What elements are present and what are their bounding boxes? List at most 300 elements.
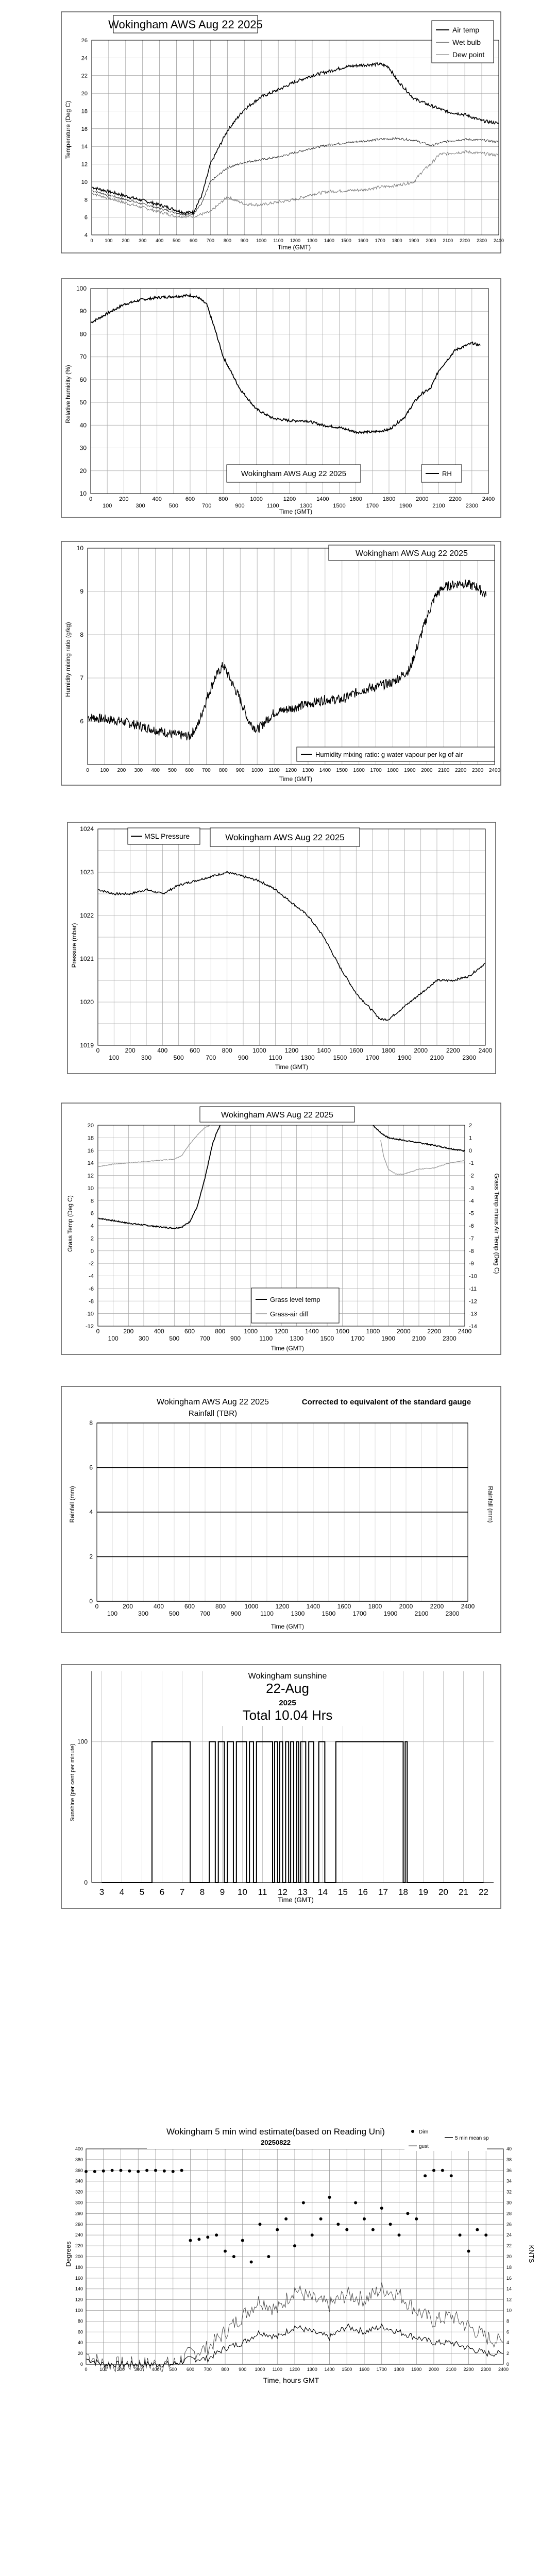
y-tick-label: 12 bbox=[87, 1173, 94, 1179]
x-tick-label: 1200 bbox=[285, 768, 297, 773]
x-tick-label: 2000 bbox=[414, 1047, 428, 1054]
direction-point bbox=[84, 2170, 88, 2173]
x-tick-label: 900 bbox=[238, 1054, 249, 1061]
direction-point bbox=[406, 2212, 409, 2215]
x-tick-label: 1300 bbox=[291, 1610, 305, 1617]
direction-point bbox=[241, 2239, 244, 2242]
x-tick-label: 7 bbox=[179, 1887, 185, 1897]
x-tick-label: 19 bbox=[418, 1887, 428, 1897]
y2-tick-label: -6 bbox=[469, 1223, 474, 1229]
chart-subtitle: 20250822 bbox=[261, 2139, 291, 2146]
x-tick-label: 22 bbox=[479, 1887, 488, 1897]
direction-point bbox=[224, 2250, 227, 2253]
x-tick-label: 0 bbox=[96, 1047, 100, 1054]
x-tick-label: 1600 bbox=[349, 496, 362, 502]
y-tick-label: 100 bbox=[77, 1738, 88, 1745]
y-tick-label: 60 bbox=[77, 2329, 83, 2335]
x-tick-label: 700 bbox=[202, 768, 211, 773]
y2-tick-label: 18 bbox=[506, 2264, 512, 2270]
y2-tick-label: 28 bbox=[506, 2211, 512, 2216]
wind-plot-area bbox=[75, 2146, 512, 2372]
x-tick-label: 1600 bbox=[353, 768, 365, 773]
x-tick-label: 600 bbox=[185, 496, 195, 502]
y-tick-label: 8 bbox=[84, 197, 88, 204]
y-tick-label: 320 bbox=[75, 2189, 83, 2195]
x-tick-label: 1600 bbox=[335, 1328, 350, 1335]
series-mixing-ratio bbox=[88, 580, 486, 740]
x-axis-label: Time (GMT) bbox=[275, 1063, 309, 1071]
x-tick-label: 600 bbox=[184, 1603, 195, 1610]
y-tick-label: 50 bbox=[79, 399, 87, 406]
x-tick-label: 200 bbox=[122, 1603, 133, 1610]
x-tick-label: 1900 bbox=[399, 503, 412, 509]
y-tick-label: 22 bbox=[81, 73, 88, 79]
y-tick-label: 20 bbox=[87, 1123, 94, 1129]
direction-point bbox=[163, 2170, 166, 2173]
x-tick-label: 1000 bbox=[251, 768, 263, 773]
x-tick-label: 5 bbox=[139, 1887, 145, 1897]
chart-title: Wokingham AWS Aug 22 2025 bbox=[241, 469, 347, 478]
x-tick-label: 0 bbox=[86, 768, 89, 773]
x-tick-label: 2100 bbox=[443, 238, 453, 243]
y-tick-label: 16 bbox=[87, 1147, 94, 1154]
x-tick-label: 2200 bbox=[427, 1328, 442, 1335]
x-tick-label: 1200 bbox=[274, 1328, 289, 1335]
x-tick-label: 700 bbox=[199, 1610, 211, 1617]
x-tick-label: 1800 bbox=[392, 238, 402, 243]
direction-point bbox=[302, 2201, 305, 2205]
x-tick-label: 2200 bbox=[455, 768, 467, 773]
x-tick-label: 1700 bbox=[365, 1054, 380, 1061]
y-tick-label: 1021 bbox=[80, 955, 94, 962]
x-tick-label: 1000 bbox=[255, 2367, 265, 2372]
x-tick-label: 1000 bbox=[256, 238, 267, 243]
x-tick-label: 300 bbox=[139, 238, 147, 243]
x-tick-label: 600 bbox=[189, 238, 198, 243]
y2-tick-label: 10 bbox=[506, 2308, 512, 2313]
y2-tick-label: 0 bbox=[469, 1147, 472, 1154]
direction-point bbox=[450, 2174, 453, 2177]
x-tick-label: 1300 bbox=[299, 503, 313, 509]
x-tick-label: 400 bbox=[152, 496, 162, 502]
direction-point bbox=[284, 2217, 288, 2221]
x-tick-label: 0 bbox=[95, 1603, 99, 1610]
x-tick-label: 0 bbox=[84, 2367, 88, 2372]
y-tick-label: 6 bbox=[80, 718, 83, 725]
direction-point bbox=[145, 2169, 148, 2172]
y-tick-label: 10 bbox=[76, 545, 83, 552]
y-tick-label: -10 bbox=[86, 1311, 94, 1317]
x-tick-label: 2000 bbox=[396, 1328, 411, 1335]
x-tick-label: 400 bbox=[154, 1328, 164, 1335]
x-tick-label: 1200 bbox=[284, 1047, 299, 1054]
x-tick-label: 500 bbox=[173, 1054, 184, 1061]
x-tick-label: 2100 bbox=[438, 768, 450, 773]
y-tick-label: 8 bbox=[89, 1419, 93, 1427]
direction-point bbox=[102, 2170, 105, 2173]
direction-point bbox=[180, 2169, 183, 2172]
direction-point bbox=[189, 2239, 192, 2242]
y2-tick-label: -11 bbox=[469, 1285, 477, 1292]
y2-tick-label: -8 bbox=[469, 1248, 474, 1255]
pressure-plot-area bbox=[80, 825, 492, 1061]
x-tick-label: 600 bbox=[186, 2367, 195, 2372]
x-tick-label: 2400 bbox=[498, 2367, 509, 2372]
y-tick-label: 2 bbox=[89, 1553, 93, 1561]
x-tick-label: 1000 bbox=[244, 1603, 259, 1610]
x-tick-label: 1400 bbox=[306, 1603, 320, 1610]
x-tick-label: 800 bbox=[222, 1047, 232, 1054]
y-tick-label: 24 bbox=[81, 55, 88, 62]
x-tick-label: 200 bbox=[122, 238, 130, 243]
y2-tick-label: 20 bbox=[506, 2254, 512, 2259]
x-tick-label: 3 bbox=[99, 1887, 105, 1897]
direction-point bbox=[319, 2217, 323, 2221]
x-tick-label: 200 bbox=[119, 496, 129, 502]
y-axis-label: Degrees bbox=[64, 2241, 72, 2267]
y-tick-label: 340 bbox=[75, 2178, 83, 2184]
y-tick-label: 12 bbox=[81, 161, 88, 168]
direction-point bbox=[363, 2217, 366, 2221]
y-tick-label: 0 bbox=[89, 1598, 93, 1605]
x-tick-label: 500 bbox=[169, 2367, 177, 2372]
x-tick-label: 400 bbox=[157, 1047, 168, 1054]
direction-point bbox=[476, 2228, 479, 2231]
chart-subtitle: Rainfall (TBR) bbox=[188, 1409, 238, 1418]
y2-tick-label: 24 bbox=[506, 2232, 512, 2238]
x-tick-label: 2400 bbox=[493, 238, 504, 243]
y2-tick-label: 0 bbox=[506, 2362, 510, 2367]
y2-tick-label: -12 bbox=[469, 1298, 477, 1305]
x-tick-label: 9 bbox=[219, 1887, 225, 1897]
legend-dew-point: Dew point bbox=[452, 50, 485, 59]
x-tick-label: 1000 bbox=[252, 1047, 266, 1054]
x-tick-label: 500 bbox=[168, 503, 179, 509]
y-tick-label: 20 bbox=[77, 2351, 83, 2357]
x-tick-label: 800 bbox=[218, 768, 228, 773]
x-tick-label: 1700 bbox=[352, 1610, 367, 1617]
y-tick-label: 90 bbox=[79, 308, 87, 315]
x-tick-label: 1800 bbox=[394, 2367, 404, 2372]
y-tick-label: 380 bbox=[75, 2157, 83, 2162]
x-tick-label: 1300 bbox=[307, 2367, 317, 2372]
x-tick-label: 1700 bbox=[350, 1335, 365, 1342]
direction-point bbox=[459, 2233, 462, 2236]
series-rh bbox=[91, 294, 480, 433]
direction-point bbox=[128, 2170, 131, 2173]
legend-grass-air-diff: Grass-air diff bbox=[270, 1310, 309, 1318]
x-tick-label: 2000 bbox=[428, 2367, 439, 2372]
direction-point bbox=[120, 2169, 123, 2172]
x-tick-label: 700 bbox=[206, 238, 214, 243]
direction-point bbox=[441, 2169, 444, 2172]
mix-plot-area bbox=[77, 545, 501, 773]
y-tick-label: 1022 bbox=[80, 912, 94, 919]
y-tick-label: 30 bbox=[79, 444, 87, 452]
y2-tick-label: -14 bbox=[469, 1324, 477, 1330]
x-tick-label: 500 bbox=[168, 1610, 180, 1617]
chart-year: 2025 bbox=[279, 1699, 296, 1707]
rh-chart-panel bbox=[61, 278, 501, 518]
y-tick-label: 16 bbox=[81, 126, 88, 132]
y2-axis-label: Rainfall (mm) bbox=[487, 1486, 494, 1523]
y-tick-label: 200 bbox=[75, 2254, 83, 2259]
legend-wet-bulb: Wet bulb bbox=[452, 38, 481, 46]
x-tick-label: 100 bbox=[109, 1054, 120, 1061]
wind-chart-panel bbox=[64, 2125, 538, 2385]
y-tick-label: 40 bbox=[79, 421, 87, 429]
direction-point bbox=[336, 2223, 340, 2226]
y-tick-label: 14 bbox=[81, 144, 88, 150]
direction-point bbox=[424, 2174, 427, 2177]
chart-title: Wokingham AWS Aug 22 2025 bbox=[221, 1111, 333, 1120]
y-axis-label: Humidity mixing ratio (g/kg) bbox=[64, 622, 72, 697]
x-tick-label: 1100 bbox=[267, 503, 279, 509]
y2-tick-label: -3 bbox=[469, 1185, 474, 1192]
direction-point bbox=[484, 2233, 487, 2236]
x-tick-label: 200 bbox=[123, 1328, 134, 1335]
chart-date: 22-Aug bbox=[266, 1681, 309, 1696]
x-tick-label: 1800 bbox=[366, 1328, 380, 1335]
series-grass-air-diff bbox=[98, 1125, 211, 1166]
y2-tick-label: -5 bbox=[469, 1210, 474, 1217]
y-tick-label: -6 bbox=[89, 1285, 94, 1292]
x-tick-label: 1100 bbox=[260, 1610, 274, 1617]
x-tick-label: 100 bbox=[99, 2367, 108, 2372]
y2-tick-label: 22 bbox=[506, 2243, 512, 2249]
direction-point bbox=[197, 2238, 200, 2241]
x-tick-label: 2100 bbox=[446, 2367, 457, 2372]
x-tick-label: 800 bbox=[218, 496, 228, 502]
x-tick-label: 2200 bbox=[430, 1603, 444, 1610]
y-tick-label: 240 bbox=[75, 2232, 83, 2238]
y-tick-label: 4 bbox=[84, 232, 88, 239]
y-tick-label: 100 bbox=[75, 2308, 83, 2313]
y2-tick-label: -2 bbox=[469, 1173, 474, 1179]
x-tick-label: 1100 bbox=[259, 1335, 273, 1342]
x-tick-label: 15 bbox=[338, 1887, 348, 1897]
y-tick-label: 300 bbox=[75, 2200, 83, 2206]
y-tick-label: 140 bbox=[75, 2286, 83, 2292]
y-tick-label: 20 bbox=[81, 91, 88, 97]
y2-tick-label: 2 bbox=[506, 2351, 510, 2357]
y-tick-label: -2 bbox=[89, 1261, 94, 1267]
x-axis-label: Time (GMT) bbox=[278, 1896, 314, 1904]
y-tick-label: 40 bbox=[77, 2340, 83, 2346]
direction-point bbox=[311, 2233, 314, 2236]
y2-tick-label: 36 bbox=[506, 2167, 512, 2173]
x-tick-label: 100 bbox=[102, 503, 112, 509]
x-tick-label: 800 bbox=[221, 2367, 229, 2372]
x-tick-label: 700 bbox=[199, 1335, 210, 1342]
x-tick-label: 2000 bbox=[399, 1603, 413, 1610]
x-tick-label: 0 bbox=[89, 496, 93, 502]
x-tick-label: 2300 bbox=[465, 503, 479, 509]
chart-title: Wokingham AWS Aug 22 2025 bbox=[356, 549, 468, 558]
y-tick-label: 18 bbox=[81, 108, 88, 115]
x-tick-label: 900 bbox=[235, 768, 245, 773]
direction-point bbox=[259, 2223, 262, 2226]
x-tick-label: 300 bbox=[138, 1335, 149, 1342]
x-axis-label: Time (GMT) bbox=[270, 1345, 305, 1352]
x-tick-label: 100 bbox=[100, 768, 109, 773]
y2-tick-label: 2 bbox=[469, 1123, 472, 1129]
sunshine-total: Total 10.04 Hrs bbox=[242, 1707, 333, 1723]
pressure-chart-panel bbox=[67, 822, 496, 1074]
x-tick-label: 1500 bbox=[336, 768, 348, 773]
x-tick-label: 300 bbox=[136, 503, 145, 509]
y-tick-label: 100 bbox=[76, 285, 87, 292]
x-tick-label: 18 bbox=[398, 1887, 408, 1897]
x-tick-label: 1600 bbox=[349, 1047, 363, 1054]
y-axis-label: Sunshine (per cent per minute) bbox=[70, 1743, 76, 1822]
x-tick-label: 100 bbox=[108, 1335, 119, 1342]
y-tick-label: 4 bbox=[89, 1509, 93, 1516]
x-tick-label: 2400 bbox=[488, 768, 501, 773]
x-tick-label: 1500 bbox=[322, 1610, 336, 1617]
x-tick-label: 8 bbox=[199, 1887, 205, 1897]
x-tick-label: 1600 bbox=[359, 2367, 370, 2372]
legend-msl-pressure: MSL Pressure bbox=[144, 832, 190, 840]
y2-tick-label: 16 bbox=[506, 2275, 512, 2281]
legend-mixing-ratio: Humidity mixing ratio: g water vapour per kg of air bbox=[315, 751, 463, 758]
rain-plot-area bbox=[89, 1419, 475, 1617]
x-tick-label: 2400 bbox=[458, 1328, 472, 1335]
y-tick-label: 220 bbox=[75, 2243, 83, 2249]
y2-tick-label: 6 bbox=[506, 2329, 510, 2335]
y-tick-label: 18 bbox=[87, 1135, 94, 1142]
y2-tick-label: -1 bbox=[469, 1160, 474, 1167]
x-tick-label: 700 bbox=[201, 503, 212, 509]
direction-point bbox=[432, 2169, 435, 2172]
y-tick-label: 0 bbox=[80, 2362, 83, 2367]
sunshine-chart-panel bbox=[61, 1664, 501, 1909]
y-axis-label: Pressure (mbar) bbox=[71, 923, 78, 968]
y-tick-label: 80 bbox=[79, 330, 87, 338]
x-tick-label: 600 bbox=[189, 1047, 200, 1054]
y-tick-label: 120 bbox=[75, 2297, 83, 2302]
y-tick-label: 0 bbox=[90, 1248, 94, 1255]
y-tick-label: 1019 bbox=[80, 1042, 94, 1049]
chart-title: Wokingham AWS Aug 22 2025 bbox=[225, 833, 345, 842]
direction-point bbox=[206, 2235, 209, 2239]
y-tick-label: 9 bbox=[80, 588, 83, 595]
x-tick-label: 13 bbox=[298, 1887, 308, 1897]
series-grass-air-diff bbox=[381, 1140, 465, 1174]
x-tick-label: 1700 bbox=[370, 768, 382, 773]
x-tick-label: 300 bbox=[134, 2367, 142, 2372]
x-tick-label: 1200 bbox=[290, 238, 301, 243]
x-tick-label: 2200 bbox=[446, 1047, 460, 1054]
x-tick-label: 300 bbox=[141, 1054, 152, 1061]
y2-tick-label: 32 bbox=[506, 2189, 512, 2195]
legend-air-temp: Air temp bbox=[452, 26, 480, 34]
direction-point bbox=[215, 2233, 218, 2236]
x-tick-label: 2300 bbox=[442, 1335, 457, 1342]
y2-tick-label: 38 bbox=[506, 2157, 512, 2162]
x-tick-label: 900 bbox=[240, 238, 248, 243]
y-tick-label: 6 bbox=[84, 214, 88, 221]
x-tick-label: 800 bbox=[223, 238, 231, 243]
y-tick-label: 80 bbox=[77, 2318, 83, 2324]
x-tick-label: 1200 bbox=[275, 1603, 290, 1610]
x-tick-label: 1000 bbox=[244, 1328, 258, 1335]
x-tick-label: 2000 bbox=[416, 496, 429, 502]
x-tick-label: 4 bbox=[119, 1887, 125, 1897]
y-tick-label: 10 bbox=[81, 179, 88, 185]
x-tick-label: 1500 bbox=[320, 1335, 334, 1342]
y2-tick-label: 1 bbox=[469, 1135, 472, 1142]
y2-axis-label: Grass Temp minus Air Temp (Deg C) bbox=[493, 1173, 500, 1274]
direction-point bbox=[172, 2170, 175, 2173]
x-tick-label: 900 bbox=[239, 2367, 247, 2372]
x-tick-label: 2000 bbox=[421, 768, 433, 773]
x-tick-label: 1300 bbox=[290, 1335, 304, 1342]
direction-point bbox=[345, 2228, 348, 2231]
x-tick-label: 17 bbox=[378, 1887, 388, 1897]
x-tick-label: 2100 bbox=[432, 503, 445, 509]
x-tick-label: 16 bbox=[358, 1887, 368, 1897]
legend bbox=[404, 2126, 489, 2151]
x-tick-label: 900 bbox=[230, 1610, 242, 1617]
grass-temp-chart-panel bbox=[61, 1103, 501, 1355]
x-axis-label: Time (GMT) bbox=[279, 775, 313, 783]
x-tick-label: 2300 bbox=[462, 1054, 477, 1061]
y-tick-label: 260 bbox=[75, 2222, 83, 2227]
y-tick-label: 20 bbox=[79, 467, 87, 474]
x-tick-label: 0 bbox=[90, 238, 93, 243]
x-tick-label: 2300 bbox=[471, 768, 484, 773]
temp-plot-area bbox=[81, 38, 504, 243]
y2-tick-label: 40 bbox=[506, 2146, 512, 2151]
x-tick-label: 1300 bbox=[307, 238, 317, 243]
x-tick-label: 500 bbox=[173, 238, 181, 243]
x-tick-label: 100 bbox=[107, 1610, 118, 1617]
y-tick-label: 1023 bbox=[80, 869, 94, 876]
x-tick-label: 1400 bbox=[317, 1047, 331, 1054]
x-tick-label: 20 bbox=[438, 1887, 448, 1897]
x-tick-label: 1100 bbox=[268, 768, 280, 773]
x-tick-label: 1300 bbox=[302, 768, 314, 773]
x-axis-label: Time, hours GMT bbox=[263, 2376, 319, 2384]
x-tick-label: 400 bbox=[151, 768, 160, 773]
y-tick-label: 180 bbox=[75, 2264, 83, 2270]
x-tick-label: 2400 bbox=[482, 496, 495, 502]
y-tick-label: 60 bbox=[79, 376, 87, 383]
y-axis-label: Relative humidity (%) bbox=[64, 365, 72, 423]
x-tick-label: 200 bbox=[116, 2367, 125, 2372]
y2-tick-label: -7 bbox=[469, 1235, 474, 1242]
direction-point bbox=[415, 2217, 418, 2221]
x-tick-label: 1400 bbox=[305, 1328, 319, 1335]
x-tick-label: 1200 bbox=[283, 496, 296, 502]
x-tick-label: 1700 bbox=[376, 2367, 387, 2372]
x-tick-label: 1500 bbox=[333, 1054, 347, 1061]
x-tick-label: 2100 bbox=[412, 1335, 426, 1342]
x-tick-label: 1800 bbox=[387, 768, 399, 773]
x-tick-label: 600 bbox=[185, 768, 194, 773]
direction-point bbox=[276, 2228, 279, 2231]
x-tick-label: 1500 bbox=[342, 2367, 352, 2372]
x-tick-label: 1800 bbox=[368, 1603, 382, 1610]
x-tick-label: 2300 bbox=[477, 238, 487, 243]
y-tick-label: 26 bbox=[81, 38, 88, 44]
y-tick-label: 2 bbox=[90, 1235, 94, 1242]
y-tick-label: 4 bbox=[90, 1223, 94, 1229]
y-tick-label: 6 bbox=[90, 1210, 94, 1217]
y2-tick-label: 30 bbox=[506, 2200, 512, 2206]
x-tick-label: 1800 bbox=[381, 1047, 396, 1054]
